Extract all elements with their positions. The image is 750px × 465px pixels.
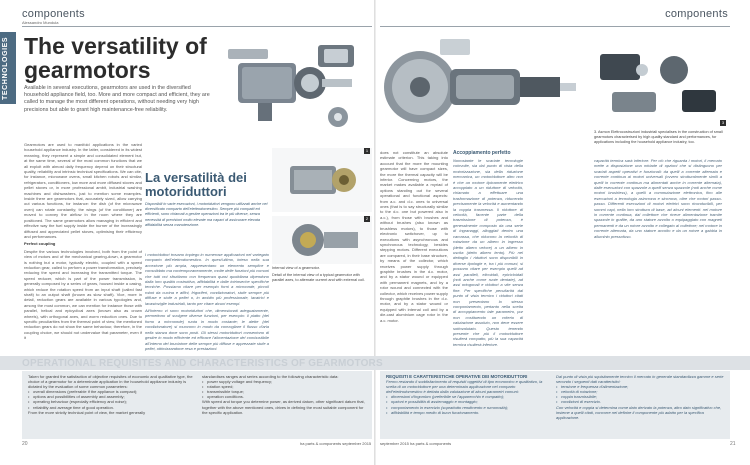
italian-lead: Disponibili in varie esecuzioni, i motoriduttori vengono utilizzati anche nel diversificato comparto dell'elettrodomestico. Sempre più compatti ed efficienti, sono chiamati a gestire operazioni tra le più diverse, senza necessità di precisioni molto elevate ma capaci di assicurare elevata affidabilità senza manutenzione. (145, 202, 268, 227)
hero-image-gearmotor-detail (380, 29, 580, 144)
italian-body-col-3 (594, 158, 722, 241)
side-tab-label: TECHNOLOGIES (2, 36, 9, 100)
caption-number-1: 1 (365, 148, 369, 153)
italian-body-col (145, 252, 269, 353)
hero-image-gearmotors (218, 29, 374, 144)
subhead-perfect-coupling (24, 241, 142, 246)
list-item: • affidabilità e tempo medio di buon funzionamento. (386, 410, 550, 415)
operational-en-col2-after: With speed and torque you determine power, as derived datum, other significant datum that, together with the above mentioned ones, drives in defining the most suitable component for the specific application. (202, 399, 365, 415)
operational-it-col2-list (556, 384, 726, 404)
body-paragraph: does not constitute an absolute estimate criterion. This taking into account that the more the mounting gearmotor will have compact sizes, the more the thermal capacity will be inferior. Concerning motors, the market makes available a myriad of options standing out for several operational and functional aspects: from a.c. and d.c. ones to universal ones (that is to say structurally similar to the d.c. one but powered also in a.c.), from those with brushes and without brushes (also known as brushless motors), to those with electronic switchover, up to executions with asynchronous and synchronous technology, besides stepping motors. Different executions are compared, in their base structure, by means of the collector, which receives power supply through graphite brushes in the d.c. motor, and by a stator wound or equipped with permanent magnets, and by a rotor wound and connected with the collector, which receives power supply through graphite brushes in the d.c. motor, and by a stator wound or equipped with internal coil and by a die-cast aluminium cage rotor in the a.c. motor. (380, 150, 448, 323)
operational-en-col2-intro: standardises ranges and series according to the following characteristic data: (202, 374, 339, 379)
list-item: • tensione e frequenza d'alimentazione; (556, 384, 726, 389)
operational-en-col2-list (202, 379, 368, 399)
caption-3: 3. Asmon Elettrocostruzioni industriali specialises in the construction of small gearmotors characterised by high quality standard and performances, for applications including the household appliance industry, too. (594, 130, 723, 144)
photo-internal-gearmotor (272, 148, 372, 212)
italian-paragraph: capacità termica sarà inferiore. Per ciò che riguarda i motori, il mercato mette a disposizione una miriade di opzioni che si distinguono per svariati aspetti operativi e funzionali: da quelli a corrente alternata e corrente continua ai motori universali (ovvero strutturalmente simili a quelli in corrente continua ma alimentati anche in corrente alternata), dalle esecuzioni con spazzole a quelli senza spazzole (noti anche come motori brushless), a quelli a commutazione elettronica, fino alle esecuzioni a tecnologia asincrona e sincrona, oltre che motori passo-passo. Differenti esecuzioni di motori elettrici sono riconducibili, per sommi capi, nella loro struttura di base, ad alcuni elementi: nel motore in corrente continua, dal collettore che riceve alimentazione tramite spazzole in grafite, da uno statore avvolto o equipaggiato con magneti permanenti e da un rotore avvolto e collegato al collettore; nel motore in corrente alternata, da uno statore avvolto e da un rotore a gabbia in alluminio pressofuso. (594, 158, 722, 239)
operational-en-col-1 (28, 374, 196, 415)
list-item: • comportamento in esercizio (soprattutto rendimento e rumorosità); (386, 405, 550, 410)
operational-en-after: From the more strictly technical point of view, the market generally (28, 409, 146, 415)
article-body-col-3 (380, 150, 448, 325)
page-number-left: 20 (22, 441, 28, 447)
article-body-col-1 (24, 142, 142, 343)
body-paragraph: Despite the various technologies involved, both from the point of view of motors and of the mechanical gearing-down, a gearmotor is nothing but a motor, typically electric, coupled with a speed reduction gear, called to perform a power transformation, precisely reducing the speed and increasing the transmitted torque. The speed reducer, which is part of the power transmission, is generally composed by a series of gears, housed inside a casing, which reduce the rotation speed from an input shaft (called fast shaft) to an output shaft (known as slow shaft). Vice, more in detail, reduction gears are available in various typologies and, among the most common, we can mention for instance those with parallel, helical and epicyclical axes (known also as crown wheels), with orthogonal axes, and worm reduction ones. Due to specific peculiarities from the thermal point of view, the mentioned reduction gears do not show the same behaviour, therefore, in the coupling choice, we should not undervalue that parameter, even if it (24, 248, 142, 341)
page-number-right: 21 (730, 441, 736, 447)
operational-en-intro: Taken for granted the satisfaction of objective requisites of economic and qualitative type, the choice of a gearmotor for a determinate application in the household appliance industry is dictated by the evaluation of some common parameters: (28, 374, 193, 390)
caption-2: Detail of the internal view of a typical gearmotor with parallel axes, to alternate current and with external coil. (272, 273, 365, 282)
list-item: • power supply voltage and frequency; (202, 379, 368, 384)
italian-body-col-2 (453, 158, 523, 349)
subhead-text: Perfect coupling (24, 241, 56, 247)
article-title: The versatility of gearmotors (24, 33, 207, 83)
footer-right: september 2015 ha parts & components (380, 441, 452, 446)
list-item: • reliability and average time of good operation. (28, 405, 196, 410)
header-rule-left (22, 26, 372, 27)
list-item: • overall dimensions (preferable if the appliance is compact); (28, 389, 196, 394)
photo-gearmotor-parallel-axes (272, 216, 372, 264)
section-label-left: components (22, 8, 85, 20)
operational-en-list (28, 389, 196, 409)
italian-subhead-accoppiamento: Accoppiamento perfetto (453, 150, 511, 156)
italian-title: La versatilità dei motoriduttori (145, 170, 247, 199)
footer-left: ha parts & components september 2015 (300, 441, 372, 446)
list-item: • transmissible torque; (202, 389, 368, 394)
operational-it-list (386, 394, 550, 414)
caption-number-3: 3 (721, 120, 725, 125)
operational-it-col2-intro: Dal punto di vista più squisitamente tecnico il mercato in generale standardizza gamme e serie secondo i seguenti dati caratteristici: (556, 374, 724, 385)
list-item: • opzioni e possibilità di assiemaggio e montaggio; (386, 399, 550, 404)
operational-it-col-2 (556, 374, 726, 420)
list-item: • velocità di rotazione; (556, 389, 726, 394)
header-rule-right (380, 26, 730, 27)
operational-band-title: OPERATIONAL REQUISITES AND CHARACTERISTICS OF GEARMOTORS (22, 358, 383, 369)
list-item: • dimensioni d'ingombro (preferibile se l'apparecchio è compatto); (386, 394, 550, 399)
italian-paragraph: I motoriduttori trovano impiego in numerose applicazioni nel variegato comparto dell'elettrodomestico. In quest'ultimo, inteso nella sua accezione più ampia, rappresentano un elemento semplice e consolidato ma contemporaneamente, molte delle funzioni più comuni che tutti noi sfruttiamo con frequenza quasi quotidiana dipendono dalla loro qualità costruttiva, affidabilità e dalle intrinseche specifiche tecniche. Possiamo citare per esempio forni a microonde, piccoli robot da cucina e affini, frigoriferi, condizionatori, stufe sempre più diffuse e stufe a pellet o, in ambito più professionale, lavatrici e lavastoviglie industriali, tanto per citare alcuni esempi. (145, 252, 269, 306)
section-label-right: components (665, 8, 728, 20)
page-fold (374, 0, 376, 465)
italian-paragraph: All'interno vi sono motoriduttori che, dimensionati adeguatamente, permettono di svolgere diverse funzioni, per esempio: il piatto (del forno a microonde) ruota in modo costante; le alette (del condizionatore) si muovono in modo da convogliare il flusso d'aria nella stanza dove sono posti. Gli stessi motoriduttori consentono di gestire in modo efficiente ed efficace l'alimentazione del combustibile all'interno del bruciatore delle sempre più diffuse e apprezzate stufe a pellet, ottimizzandone resa e prestazioni. (145, 308, 269, 351)
article-lead: Available in several executions, gearmotors are used in the diversified household appliance field, too. More and more compact and efficient, they are called to manage the most different operations, without needing very high precisions but able to grant high maintenance-free reliability. (24, 85, 210, 113)
list-item: • condizioni di esercizio. (556, 399, 726, 404)
italian-paragraph: Nonostante le svariate tecnologie coinvolte, sia dal punto di vista della motorizzazione, sia della riduzione meccanica, un motoriduttore altro non è che un motore tipicamente elettrico accoppiato a un riduttore di velocità, chiamato a effettuare una trasformazione di potenza, riducendo precisamente la velocità e aumentando la coppia trasmessa. Il riduttore di velocità, facente parte della trasmissione di potenza, è generalmente composto da una serie di ingranaggi, alloggiati dentro una carcassa, che riducono la velocità di rotazione da un albero in ingresso (detto albero veloce) a un albero in uscita (detto albero lento). Più nel dettaglio i riduttori sono disponibili in diverse tipologie e, tra i più comuni, si possono citare per esempio quelli ad assi paralleli, elicoidali, epicicloidali (noti anche come ruote dentate), ad assi ortogonali e riduttori a vite senza fine. Per specifiche peculiarità dal punto di vista termico i riduttori citati non presentano lo stesso comportamento, pertanto nella scelta di accoppiamento tale parametro, pur non costituendo un criterio di valutazione assoluto, non deve essere sottovalutato. Questo tenendo presente che più il motoriduttore risulterà compatto, più la sua capacità termica risulterà inferiore. (453, 158, 523, 347)
operational-it-col-1 (386, 374, 550, 415)
body-paragraph: Gearmotors are used to manifold applications in the varied household appliance industry. In the latter, considered in its widest meaning, they represent a simple and consolidated element but, at the same time, several of the most common functions that we all exploit with almost daily frequency depend on their structural quality, reliability and intrinsic technical specifications. We can cite, for instance, microwave ovens, small kitchen robots and similar, refrigerators, conditioners, low more and more diffused stoves and pellet stoves or, in more professional ambit, industrial washing machines and dishwashers, just to mention some examples. Inside there are gearmotors that, accurately sized, allow carrying out various functions, for instance: the dish (of the microwave oven) can rotate constantly; the wings (of the conditioner) are moved to convey the airflow in the room where they are positioned. The same gearmotors allow managing in efficient and effective way the fuel supply inside the burner of the increasingly diffused and appreciated pellet stoves, optimising their efficiency and performances. (24, 142, 142, 239)
caption-1: Internal view of a gearmotor. (272, 266, 320, 270)
list-item: • options and possibilities of assembly and assembly; (28, 394, 196, 399)
author-name: Alessandro Mundula (22, 20, 59, 25)
list-item: • operating behaviour (especially efficiency and noise); (28, 399, 196, 404)
operational-en-col-2 (202, 374, 368, 415)
operational-it-title: REQUISITI E CARATTERISTICHE OPERATIVE DEI MOTORIDUTTORI (386, 374, 528, 379)
list-item: • operation conditions. (202, 394, 368, 399)
photo-asmon-gearmotors (582, 40, 728, 126)
caption-number-2: 2 (365, 216, 369, 221)
operational-it-col2-after: Con velocità e coppia si determina come dato derivato la potenza, altro dato significativo che, insieme a quelli citati, concorre nel definire il componente più adatto per la specifica applicazione. (556, 404, 722, 420)
side-tab (0, 32, 16, 104)
list-item: • rotation speed; (202, 384, 368, 389)
list-item: • coppia trasmissibile; (556, 394, 726, 399)
operational-it-intro: Fermo restando il soddisfacimento di requisiti oggettivi di tipo economico e qualitativo, la scelta di un motoriduttore per una determinata applicazione nel comparto dell'elettrodomestico è dettata dalla valutazione di alcuni parametri comuni: (386, 379, 543, 395)
